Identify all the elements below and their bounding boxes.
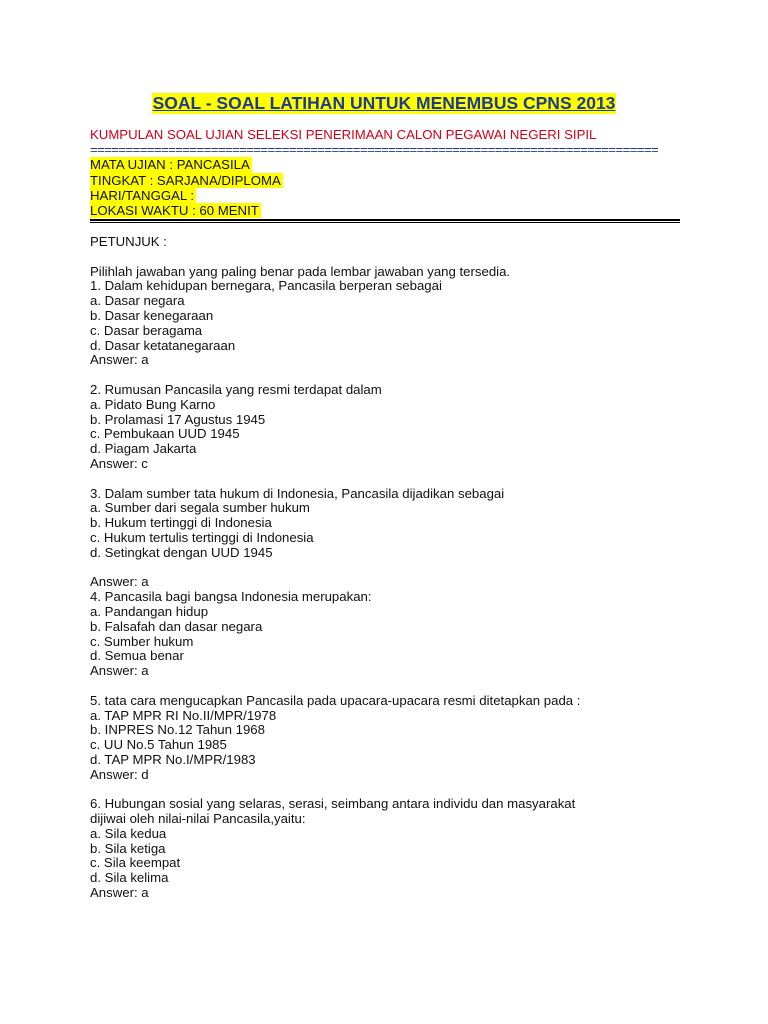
option-d: d. Piagam Jakarta	[90, 441, 197, 457]
question-text: 3. Dalam sumber tata hukum di Indonesia, Pancasila dijadikan sebagai	[90, 485, 505, 501]
option-c: c. Pembukaan UUD 1945	[90, 426, 240, 442]
option-d: d. TAP MPR No.I/MPR/1983	[90, 751, 256, 767]
option-a: a. Pandangan hidup	[90, 603, 209, 619]
option-d: d. Dasar ketatanegaraan	[90, 337, 236, 353]
option-b: b. Prolamasi 17 Agustus 1945	[90, 411, 266, 427]
option-a: a. Sila kedua	[90, 825, 167, 841]
document-header	[90, 127, 659, 219]
question-text: 2. Rumusan Pancasila yang resmi terdapat dalam	[90, 381, 382, 397]
option-b: b. Sila ketiga	[90, 840, 166, 856]
option-d: d. Setingkat dengan UUD 1945	[90, 544, 273, 560]
meta-mata-ujian: MATA UJIAN : PANCASILA	[90, 157, 250, 173]
option-a: a. Sumber dari segala sumber hukum	[90, 500, 310, 516]
option-b: b. INPRES No.12 Tahun 1968	[90, 722, 265, 738]
option-a: a. TAP MPR RI No.II/MPR/1978	[90, 707, 277, 723]
answer-text: Answer: c	[90, 455, 148, 471]
question-text: 1. Dalam kehidupan bernegara, Pancasila berperan sebagai	[90, 278, 442, 294]
question-text-line-1: 6. Hubungan sosial yang selaras, serasi, seimbang antara individu dan masyarakat	[90, 796, 576, 812]
option-d: d. Sila kelima	[90, 870, 169, 886]
question-2	[90, 383, 690, 472]
answer-text: Answer: a	[90, 885, 149, 901]
answer-text: Answer: a	[90, 663, 149, 679]
meta-lokasi-waktu: LOKASI WAKTU : 60 MENIT	[90, 203, 259, 219]
option-a: a. Dasar negara	[90, 293, 185, 309]
option-c: c. UU No.5 Tahun 1985	[90, 737, 227, 753]
separator-line: ================================================================================	[90, 142, 659, 158]
question-text: 5. tata cara mengucapkan Pancasila pada upacara-upacara resmi ditetapkan pada :	[90, 692, 581, 708]
option-a: a. Pidato Bung Karno	[90, 396, 216, 412]
meta-tingkat: TINGKAT : SARJANA/DIPLOMA	[90, 172, 281, 188]
question-text-line-2: dijiwai oleh nilai-nilai Pancasila,yaitu:	[90, 811, 306, 827]
option-c: c. Hukum tertulis tertinggi di Indonesia	[90, 529, 314, 545]
option-b: b. Falsafah dan dasar negara	[90, 618, 263, 634]
option-c: c. Dasar beragama	[90, 322, 203, 338]
answer-text: Answer: a	[90, 574, 149, 590]
petunjuk-label: PETUNJUK :	[90, 234, 167, 249]
divider-thick	[90, 219, 680, 221]
option-b: b. Hukum tertinggi di Indonesia	[90, 515, 272, 531]
title-container	[0, 93, 768, 114]
question-text: 4. Pancasila bagi bangsa Indonesia merupakan:	[90, 589, 372, 605]
answer-text: Answer: a	[90, 352, 149, 368]
instruction-text: Pilihlah jawaban yang paling benar pada lembar jawaban yang tersedia.	[90, 263, 511, 279]
divider-thin	[90, 222, 680, 223]
document-subtitle: KUMPULAN SOAL UJIAN SELEKSI PENERIMAAN CALON PEGAWAI NEGERI SIPIL	[90, 127, 597, 142]
answer-text: Answer: d	[90, 766, 149, 782]
question-5	[90, 694, 690, 783]
document-body	[90, 235, 690, 901]
question-3	[90, 487, 690, 591]
question-1	[90, 279, 690, 368]
option-d: d. Semua benar	[90, 648, 184, 664]
option-c: c. Sumber hukum	[90, 633, 194, 649]
question-4	[90, 590, 690, 679]
option-b: b. Dasar kenegaraan	[90, 307, 214, 323]
meta-hari-tanggal: HARI/TANGGAL :	[90, 187, 195, 203]
document-title: SOAL - SOAL LATIHAN UNTUK MENEMBUS CPNS 2013	[152, 93, 616, 113]
option-c: c. Sila keempat	[90, 855, 181, 871]
question-6	[90, 797, 690, 901]
